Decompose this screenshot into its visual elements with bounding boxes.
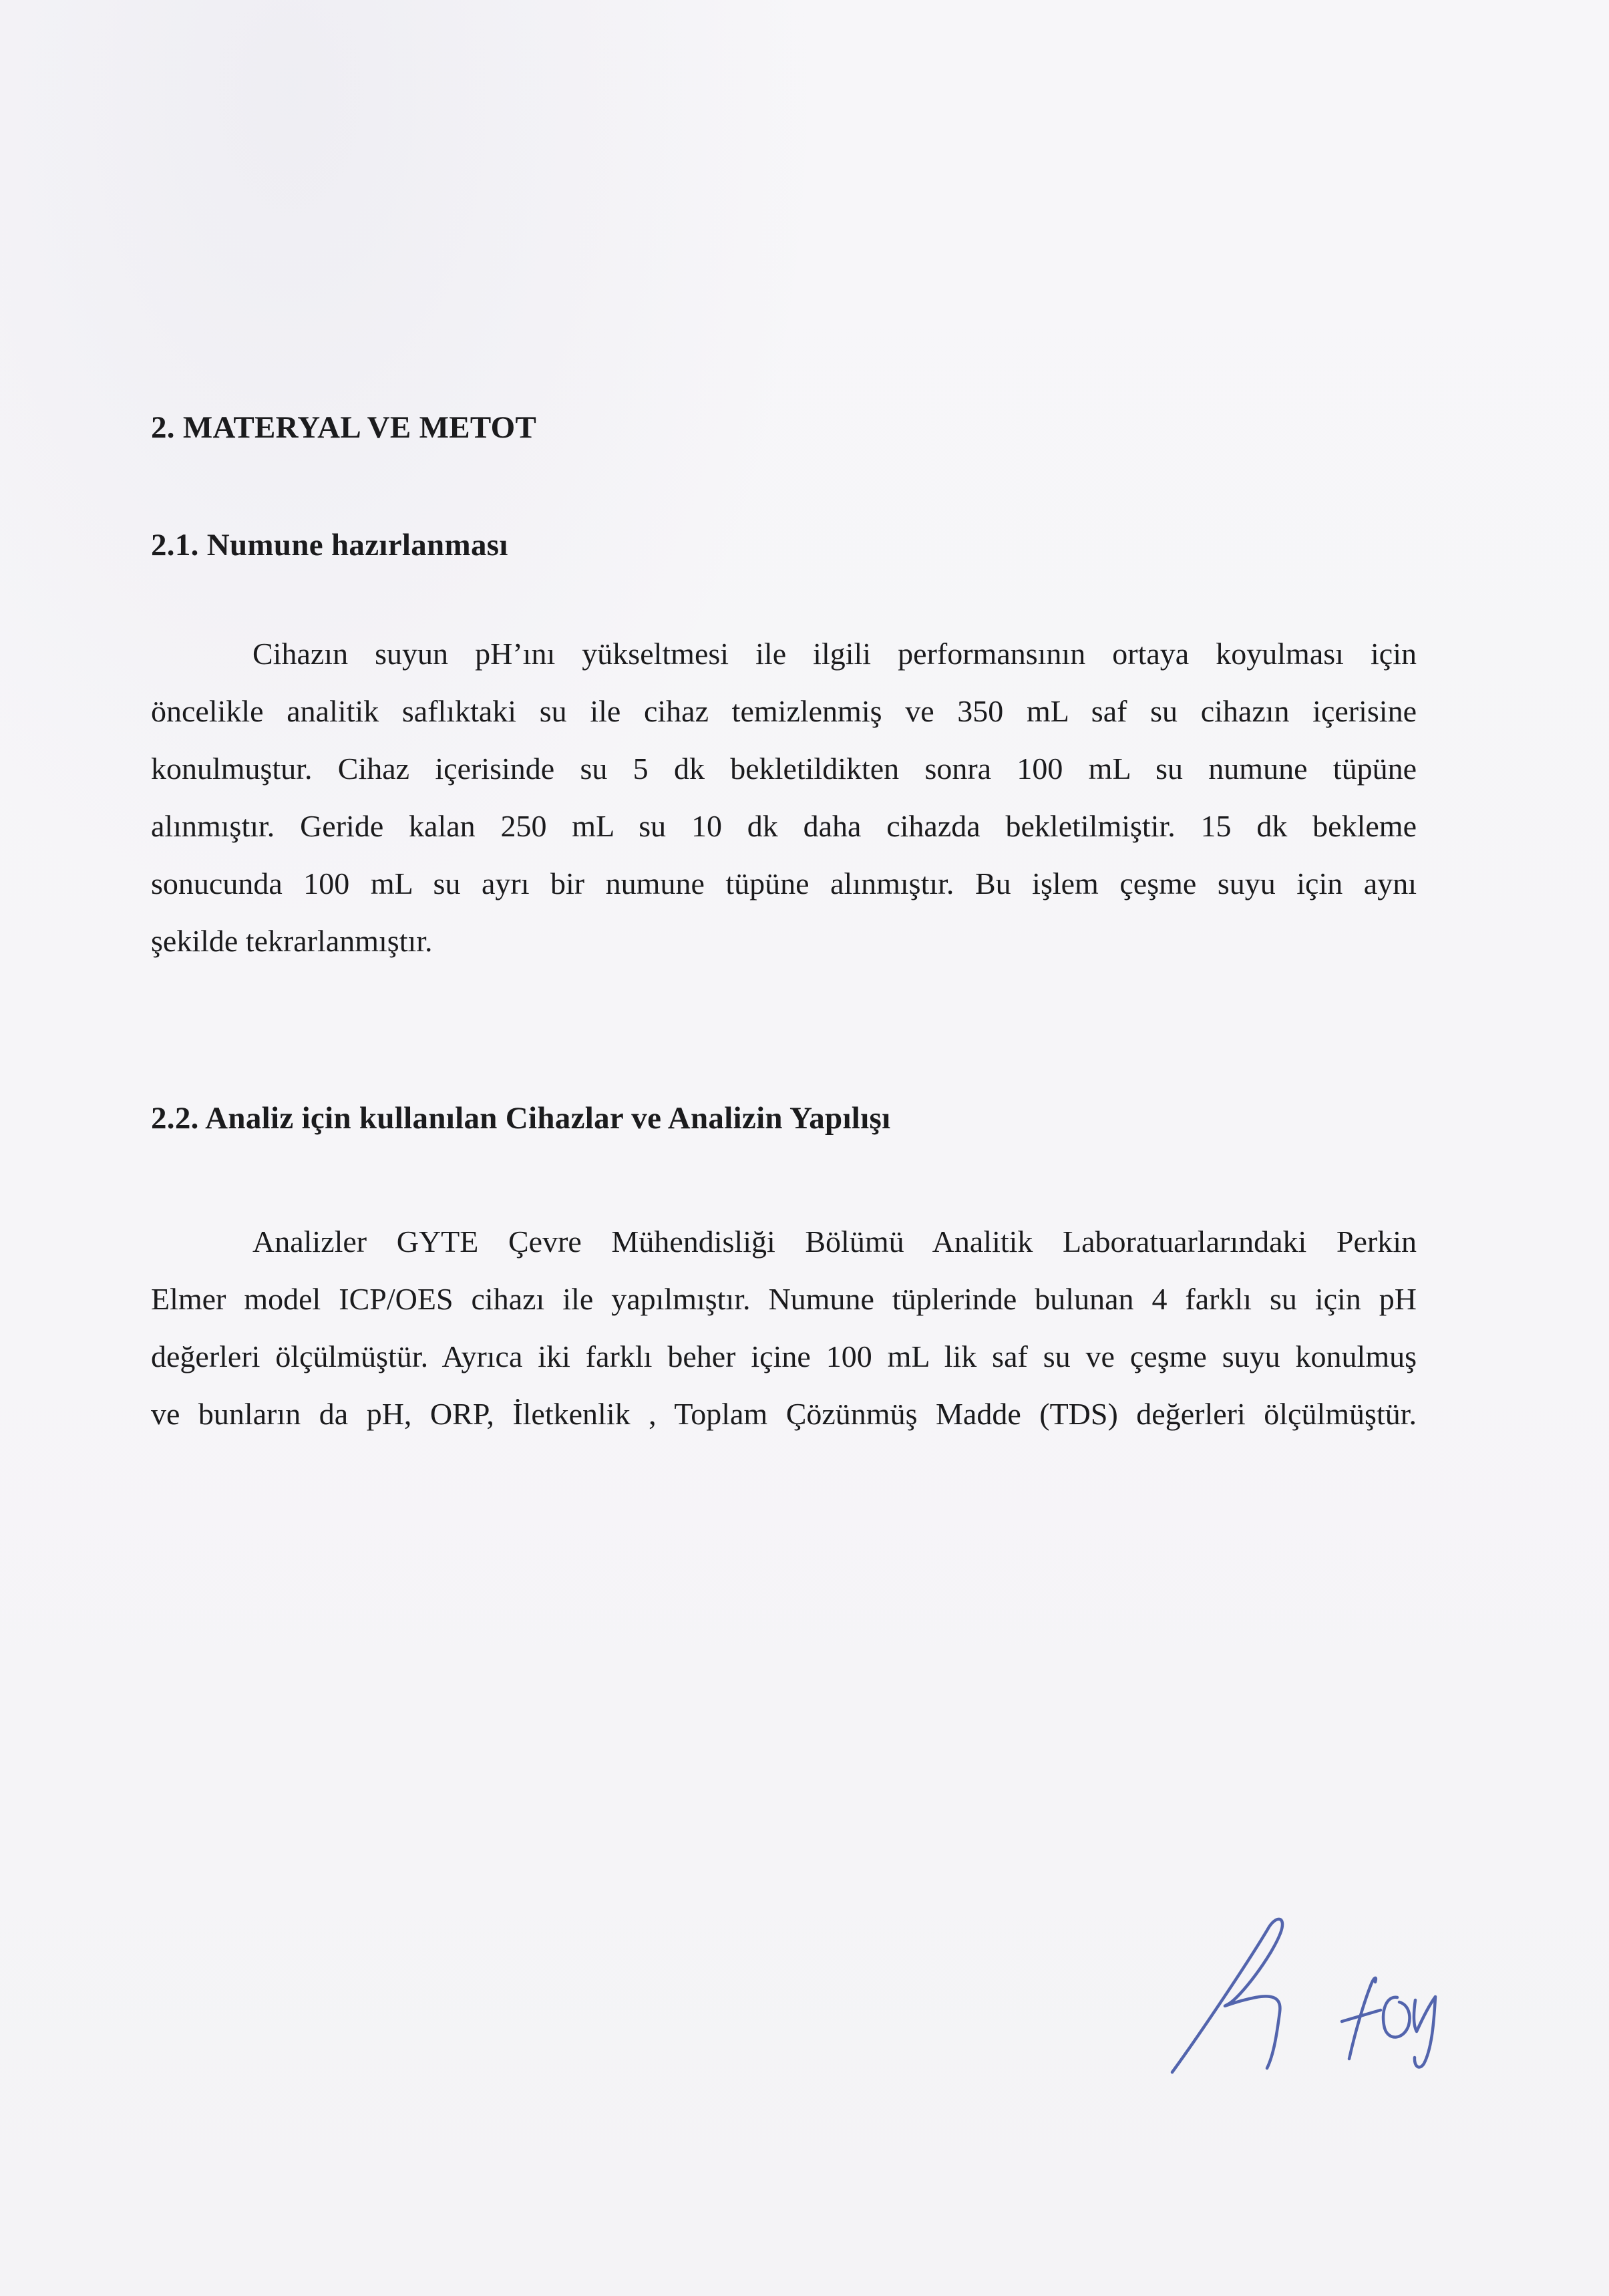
paragraph-analysis-devices bbox=[151, 1213, 1417, 1443]
paragraph-line: Analizler GYTE Çevre Mühendisliği Bölümü Analitik Laboratuarlarındaki Perkin bbox=[252, 1224, 1417, 1259]
paragraph-line: şekilde tekrarlanmıştır. bbox=[151, 924, 433, 958]
paragraph-line: konulmuştur. Cihaz içerisinde su 5 dk bekletildikten sonra 100 mL su numune tüpüne bbox=[151, 752, 1417, 786]
paragraph-line: ve bunların da pH, ORP, İletkenlik , Toplam Çözünmüş Madde (TDS) değerleri ölçülmüştür. bbox=[151, 1397, 1417, 1431]
paragraph-line: Elmer model ICP/OES cihazı ile yapılmıştır. Numune tüplerinde bulunan 4 farklı su için pH bbox=[151, 1282, 1417, 1316]
paragraph-line: değerleri ölçülmüştür. Ayrıca iki farklı beher içine 100 mL lik saf su ve çeşme suyu konulmuş bbox=[151, 1339, 1417, 1373]
paragraph-line: Cihazın suyun pH’ını yükseltmesi ile ilgili performansının ortaya koyulması için bbox=[252, 637, 1417, 671]
signature-left-swirl-icon bbox=[1172, 1919, 1282, 2072]
paragraph-line: alınmıştır. Geride kalan 250 mL su 10 dk daha cihazda bekletilmiştir. 15 dk bekleme bbox=[151, 809, 1417, 843]
section-heading-analiz-cihazlari: 2.2. Analiz için kullanılan Cihazlar ve Analizin Yapılışı bbox=[151, 1101, 891, 1136]
paragraph-line: sonucunda 100 mL su ayrı bir numune tüpüne alınmıştır. Bu işlem çeşme suyu için aynı bbox=[151, 866, 1417, 900]
section-heading-numune-hazirlanmasi: 2.1. Numune hazırlanması bbox=[151, 528, 508, 562]
handwritten-signatures bbox=[1149, 1897, 1496, 2104]
section-heading-materyal-ve-metot: 2. MATERYAL VE METOT bbox=[151, 410, 537, 445]
document-content bbox=[151, 0, 1417, 1443]
paragraph-sample-preparation bbox=[151, 625, 1417, 970]
paragraph-line: öncelikle analitik saflıktaki su ile cihaz temizlenmiş ve 350 mL saf su cihazın içerisine bbox=[151, 694, 1417, 728]
signature-right-initials-icon bbox=[1342, 1978, 1435, 2068]
